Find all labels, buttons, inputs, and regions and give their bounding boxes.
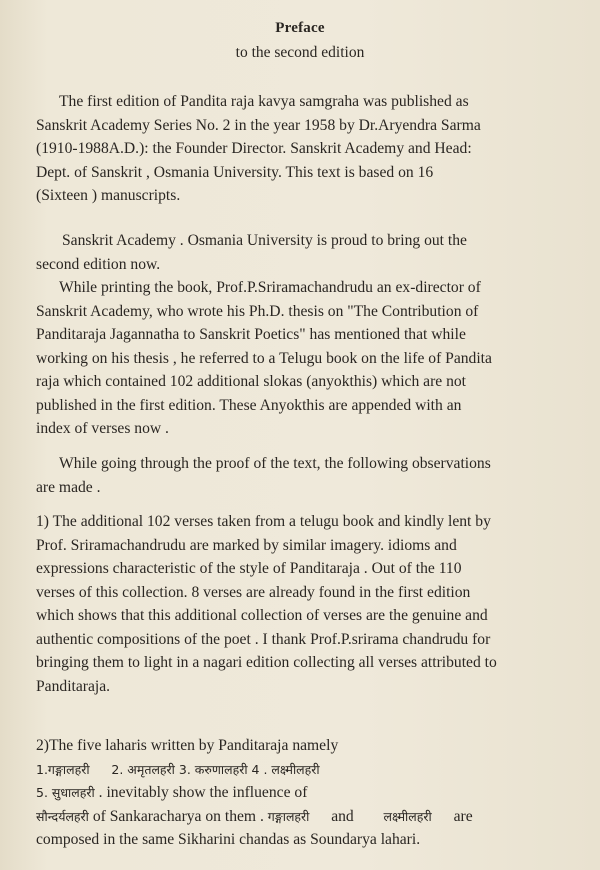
text-line: verses of this collection. 8 verses are already found in the first edition — [36, 583, 471, 601]
text-line: 2)The five laharis written by Panditaraja namely — [36, 737, 339, 754]
text-line: authentic compositions of the poet . I thank Prof.P.srirama chandrudu for — [36, 630, 491, 648]
devanagari-text: 5. सुधालहरी — [36, 785, 95, 800]
text-line: are made . — [36, 478, 101, 496]
text-line: expressions characteristic of the style of Panditaraja . Out of the 110 — [36, 560, 462, 577]
paragraph-second-edition — [36, 229, 574, 276]
text-line: which shows that this additional collection of verses are the genuine and — [36, 607, 488, 624]
page-title: Preface — [275, 20, 325, 36]
text-line: (1910-1988A.D.): the Founder Director. Sanskrit Academy and Head: — [36, 140, 472, 157]
text-line — [36, 781, 574, 805]
devanagari-text: गङ्गालहरी — [267, 808, 310, 824]
text-line: Panditaraja Jagannatha to Sanskrit Poetics" has mentioned that while — [36, 326, 466, 343]
text-line: composed in the same Sikharini chandas as Soundarya lahari. — [36, 831, 421, 848]
text-line: Prof. Sriramachandrudu are marked by similar imagery. idioms and — [36, 536, 457, 554]
text-line: raja which contained 102 additional slokas (anyokthis) which are not — [36, 373, 467, 390]
text-line: 1) The additional 102 verses taken from a telugu book and kindly lent by — [36, 513, 491, 530]
text-span: of Sankaracharya on them . — [92, 807, 264, 825]
paragraph-printing — [36, 276, 574, 441]
text-line: Sanskrit Academy Series No. 2 in the year 1958 by Dr.Aryendra Sarma — [36, 116, 481, 134]
text-span: . inevitably show the influence of — [98, 784, 308, 801]
text-line: Panditaraja. — [36, 677, 111, 695]
text-line: working on his thesis , he referred to a Telugu book on the life of Pandita — [36, 349, 492, 367]
text-line: The first edition of Pandita raja kavya samgraha was published as — [59, 93, 469, 110]
page-subtitle: to the second edition — [235, 44, 365, 61]
text-line: bringing them to light in a nagari edition collecting all verses attributed to — [36, 654, 497, 671]
devanagari-text: 2. अमृतलहरी 3. करुणालहरी 4 . लक्ष्मीलहरी — [111, 761, 320, 777]
text-span: and — [331, 807, 354, 825]
text-line — [36, 758, 574, 782]
paragraph-first-edition — [36, 90, 574, 208]
devanagari-text: 1.गङ्गालहरी — [36, 761, 90, 777]
text-line: second edition now. — [36, 255, 161, 273]
text-line: While printing the book, Prof.P.Sriramachandrudu an ex-director of — [59, 279, 481, 296]
text-line: (Sixteen ) manuscripts. — [36, 187, 181, 204]
text-line — [36, 805, 574, 829]
devanagari-text: लक्ष्मीलहरी — [383, 808, 432, 824]
text-line: Sanskrit Academy, who wrote his Ph.D. thesis on "The Contribution of — [36, 302, 479, 320]
paragraph-point-1 — [36, 510, 574, 698]
text-line: published in the first edition. These Anyokthis are appended with an — [36, 396, 462, 414]
paragraph-point-2 — [36, 734, 574, 852]
text-line: Sanskrit Academy . Osmania University is proud to bring out the — [62, 232, 467, 249]
text-line: While going through the proof of the text, the following observations — [59, 455, 491, 472]
paragraph-observations — [36, 452, 574, 499]
devanagari-text: सौन्दर्यलहरी — [36, 808, 89, 824]
text-line: Dept. of Sanskrit , Osmania University. This text is based on 16 — [36, 163, 434, 181]
text-line: index of verses now . — [36, 420, 169, 437]
text-span: are — [453, 807, 473, 825]
